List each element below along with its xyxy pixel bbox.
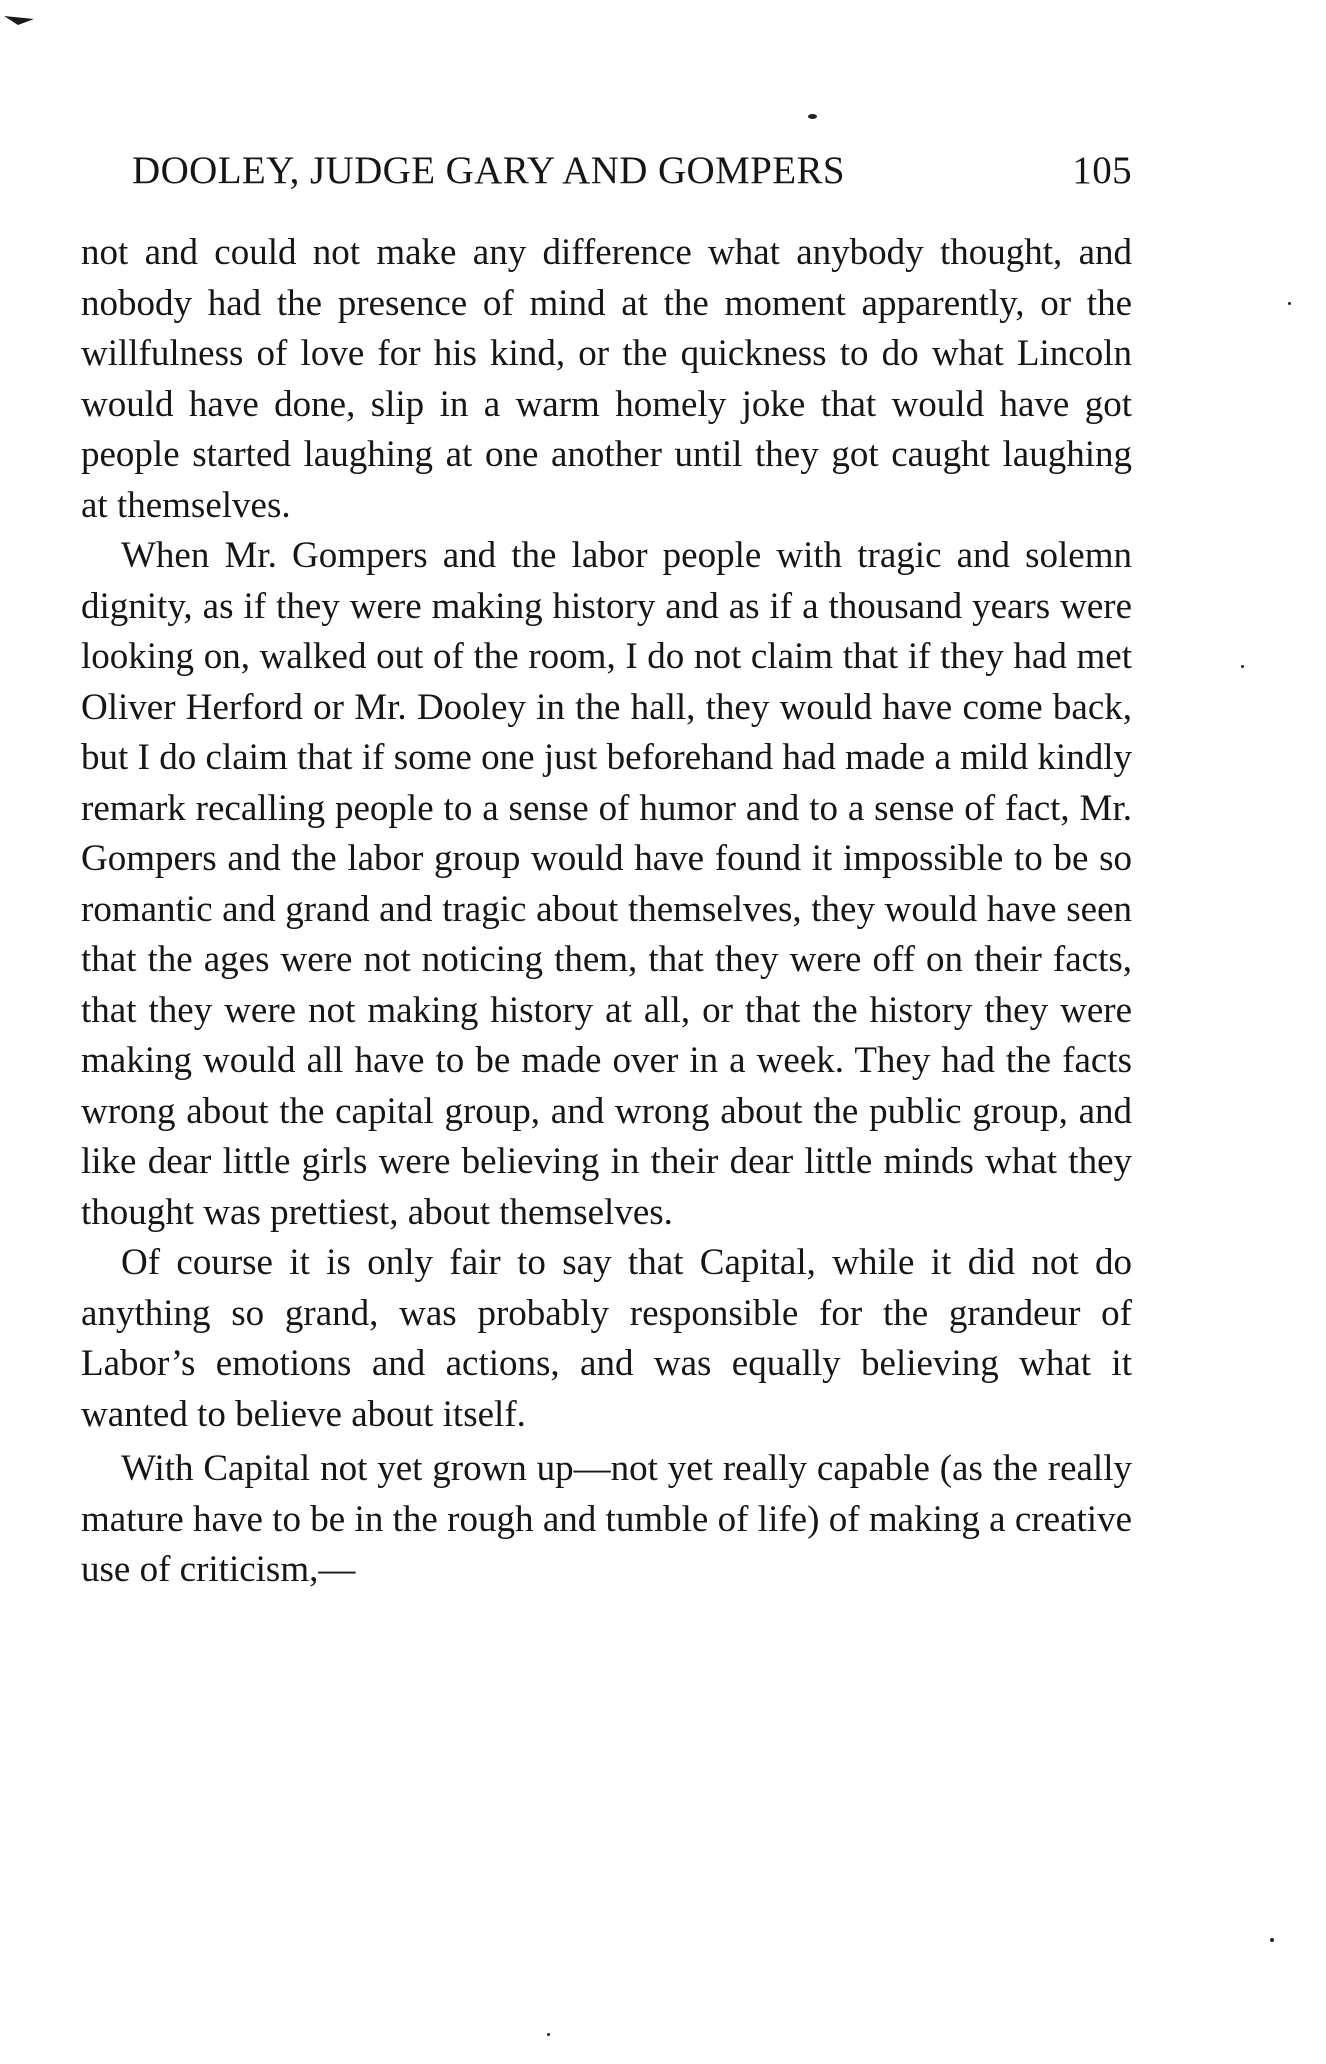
corner-arrow-mark	[4, 14, 34, 26]
running-head	[132, 148, 1132, 194]
page-number: 105	[1072, 149, 1132, 192]
paragraph: With Capital not yet grown up—not yet really capable (as the really mature have to be in the rough and tumble of life) of making a creative use of criticism,—	[81, 1448, 1132, 1590]
ink-speck	[1288, 302, 1291, 305]
ink-speck	[1270, 1938, 1274, 1942]
ink-speck	[808, 114, 817, 119]
paragraph: Of course it is only fair to say that Capital, while it did not do anything so grand, was probably responsible for the grandeur of Labor’s emotions and actions, and was equally believing what it wanted to believe about itself.	[81, 1242, 1132, 1435]
ink-speck	[1241, 665, 1244, 668]
body-text	[81, 228, 1132, 1596]
ink-speck	[547, 2033, 550, 2036]
running-head-title: DOOLEY, JUDGE GARY AND GOMPERS	[132, 149, 845, 192]
paragraph: not and could not make any difference what anybody thought, and nobody had the presence of mind at the moment apparently, or the willfulness of love for his kind, or the quickness to do what Lincoln would have done, slip in a warm homely joke that would have got people started laughing at one another until they got caught laughing at themselves.	[81, 232, 1132, 526]
paragraph: When Mr. Gompers and the labor people with tragic and solemn dignity, as if they were making history and as if a thousand years were looking on, walked out of the room, I do not claim that if they had met Oliver Herford or Mr. Dooley in the hall, they would have come back, but I do claim that if some one just beforehand had made a mild kindly remark recalling people to a sense of humor and to a sense of fact, Mr. Gompers and the labor group would have found it impossible to be so romantic and grand and tragic about themselves, they would have seen that the ages were not noticing them, that they were off on their facts, that they were not making history at all, or that the history they were making would all have to be made over in a week. They had the facts wrong about the capital group, and wrong about the public group, and like dear little girls were believing in their dear little minds what they thought was prettiest, about themselves.	[81, 535, 1132, 1233]
